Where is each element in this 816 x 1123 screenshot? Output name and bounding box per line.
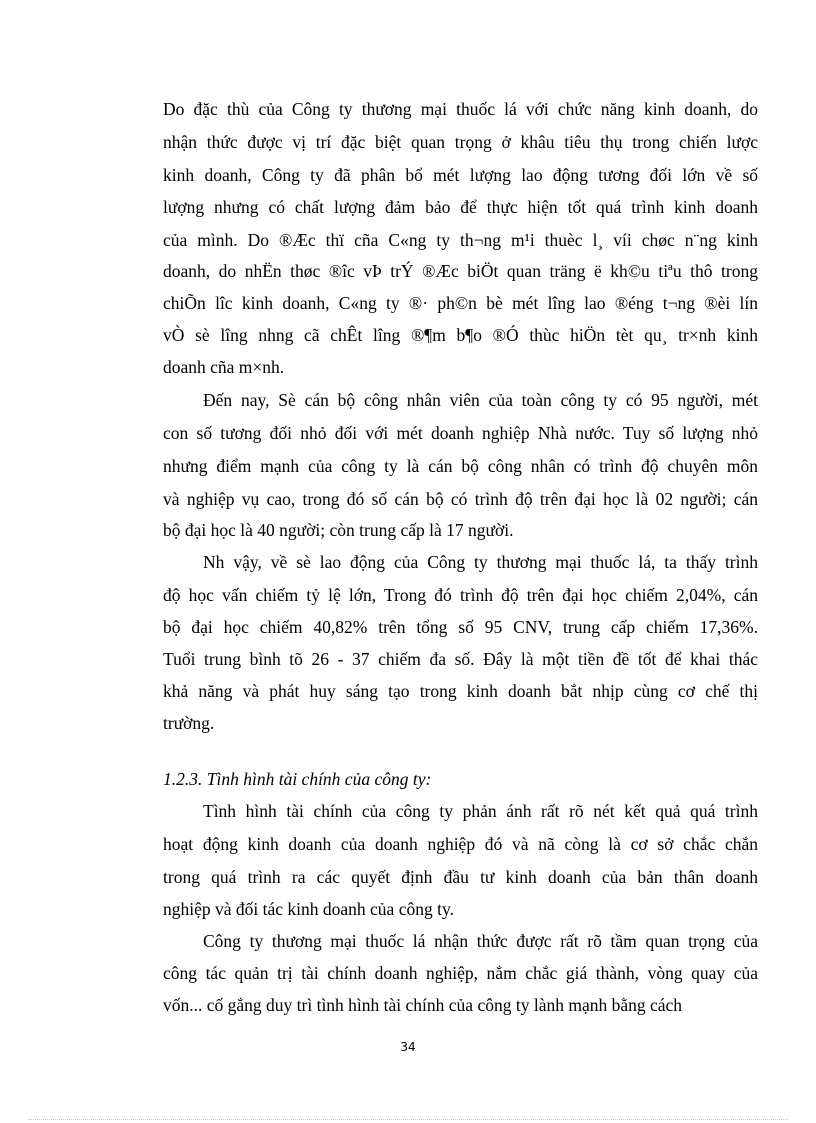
paragraph-line: công tác quản trị tài chính doanh nghiệp, nắm chắc giá thành, vòng quay của: [163, 963, 758, 983]
paragraph-line: trong quá trình ra các quyết định đầu tư kinh doanh của bản thân doanh: [163, 867, 758, 887]
paragraph-line: Nh vậy, về sè lao động của Công ty thương mại thuốc lá, ta thấy trình: [203, 552, 758, 572]
paragraph-line: vốn... cố gắng duy trì tình hình tài chính của công ty lành mạnh bằng cách: [163, 995, 683, 1015]
paragraph-line: Do đặc thù của Công ty thương mại thuốc lá với chức năng kinh doanh, do: [163, 99, 758, 119]
paragraph-line: chiÕn lîc kinh doanh, C«ng ty ®· ph©n bè mét lîng lao ®éng t¬ng ®èi lín: [163, 293, 758, 313]
section-heading: 1.2.3. Tình hình tài chính của công ty:: [163, 769, 432, 789]
paragraph-line: Tuổi trung bình tõ 26 - 37 chiếm đa số. Đây là một tiền đề tốt để khai thác: [163, 649, 758, 669]
paragraph-line: Đến nay, Sè cán bộ công nhân viên của toàn công ty có 95 người, mét: [203, 390, 758, 410]
paragraph-line: bộ đại học là 40 người; còn trung cấp là 17 người.: [163, 520, 514, 540]
paragraph-line: con số tương đối nhỏ đối với mét doanh nghiệp Nhà nước. Tuy số lượng nhỏ: [163, 423, 758, 443]
paragraph-line: lượng nhưng có chất lượng đảm bảo để thực hiện tốt quá trình kinh doanh: [163, 197, 758, 217]
paragraph-line: trường.: [163, 713, 215, 733]
paragraph-line: khả năng và phát huy sáng tạo trong kinh doanh bắt nhịp cùng cơ chế thị: [163, 681, 758, 701]
page-number: 34: [400, 1040, 416, 1054]
paragraph-line: vÒ sè lîng nhng cã chÊt lîng ®¶m b¶o ®Ó thùc hiÖn tèt qu¸ tr×nh kinh: [163, 325, 758, 345]
paragraph-line: doanh, do nhËn thøc ®îc vÞ trÝ ®Æc biÖt quan träng ë kh©u tiªu thô trong: [163, 261, 758, 281]
paragraph-line: nhưng điểm mạnh của công ty là cán bộ công nhân có trình độ chuyên môn: [163, 456, 758, 476]
paragraph-line: bộ đại học chiếm 40,82% trên tổng số 95 CNV, trung cấp chiếm 17,36%.: [163, 617, 758, 637]
paragraph-line: kinh doanh, Công ty đã phân bổ mét lượng lao động tương đối lớn về số: [163, 165, 758, 185]
paragraph-line: Công ty thương mại thuốc lá nhận thức được rất rõ tầm quan trọng của: [203, 931, 758, 951]
paragraph-line: doanh cña m×nh.: [163, 357, 285, 377]
paragraph-line: và nghiệp vụ cao, trong đó số cán bộ có trình độ trên đại học là 02 người; cán: [163, 489, 758, 509]
paragraph-line: Tình hình tài chính của công ty phản ánh rất rõ nét kết quả quá trình: [203, 801, 758, 821]
paragraph-line: của mình. Do ®Æc thï cña C«ng ty th¬ng m¹i thuèc l¸ víi chøc n¨ng kinh: [163, 230, 758, 250]
paragraph-line: độ học vấn chiếm tỷ lệ lớn, Trong đó trình độ trên đại học chiếm 2,04%, cán: [163, 585, 758, 605]
paragraph-line: nghiệp và đối tác kinh doanh của công ty.: [163, 899, 454, 919]
paragraph-line: nhận thức được vị trí đặc biệt quan trọng ở khâu tiêu thụ trong chiến lược: [163, 132, 758, 152]
page-bottom-border: [28, 1119, 788, 1120]
paragraph-line: hoạt động kinh doanh của doanh nghiệp đó và nã còng là cơ sở chắc chắn: [163, 834, 758, 854]
